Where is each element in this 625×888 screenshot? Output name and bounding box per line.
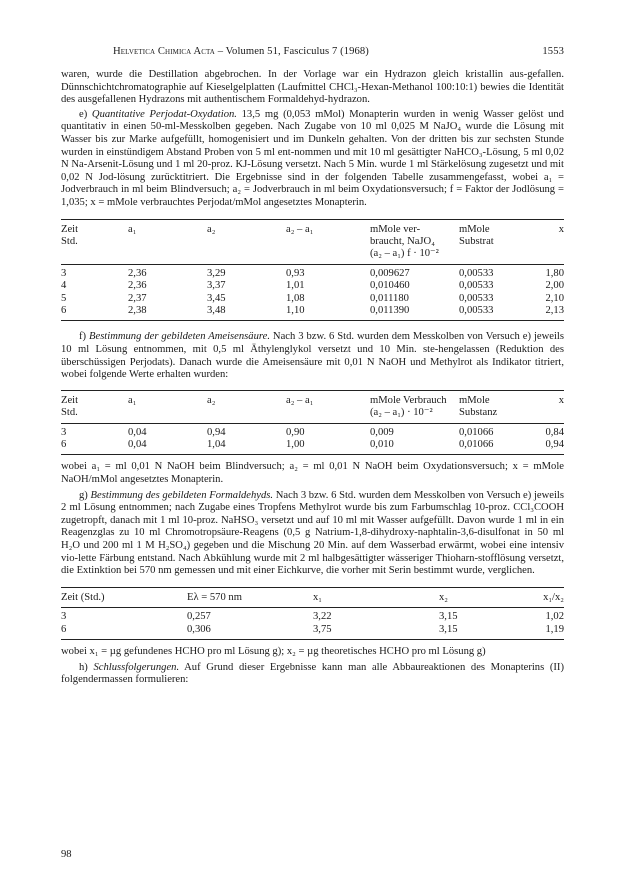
table-header-row	[61, 390, 564, 423]
table-cell: 2,13	[534, 305, 564, 321]
paragraph-h	[61, 662, 564, 687]
paragraph-legend-g: wobei x₁ = µg gefundenes HCHO pro ml Lösung g); x₂ = µg theoretisches HCHO pro ml Lösung g)	[61, 645, 486, 657]
table-periodate	[61, 219, 564, 322]
table-cell: 6	[61, 305, 128, 321]
section-label-f: f)	[79, 331, 90, 343]
section-text-g: Nach 3 bzw. 6 Std. wurden dem Messkolben von Versuch e) jeweils 2 ml Lösung entnommen; nach Zugabe eines Tropfens Methylrot wurde bis zum Farbumschlag 10-proz. CCl₃COOH zugetropft, danach mit 1 ml 10-proz. NaHSO₃ versetzt und auf 10 ml mit Wasser aufgefüllt. Davon wurde 1 ml in ein Reagenzglas zu 10 ml Chromotropsäure-Reagens (0,5 g Natrium-1,8-dihydroxy-naphtalin-3,6-disulfonat in 50 ml H₂O und 200 ml 1 M H₂SO₄) gegeben und die Mischung 20 Min. auf dem Wasserbad erwärmt, wobei eine intensiv vio-lette Färbung entstand. Nach Abkühlung wurde mit 2 ml halbgesättigter wässeriger Thioharn-stofflösung versetzt, die Extinktion bei 570 nm gemessen und mit einer Eichkurve, die vorher mit Serin bestimmt wurde, verglichen.	[61, 489, 564, 577]
table-formic-acid	[61, 390, 564, 456]
section-text-h: Auf Grund dieser Ergebnisse kann man alle Abbaureaktionen des Monapterins (II) folgendermassen formulieren:	[61, 661, 564, 686]
column-header: a₂ – a₁	[286, 390, 370, 423]
table-cell: 6	[61, 439, 128, 455]
page-footer-marker: 98	[61, 849, 72, 860]
table-cell: 3,29	[207, 264, 286, 280]
table-cell: 3,45	[207, 292, 226, 304]
header-title	[113, 46, 369, 57]
table-row	[61, 305, 564, 321]
article-body	[61, 69, 564, 687]
table-cell: 2,38	[128, 305, 207, 321]
table-row	[61, 624, 564, 640]
table-cell: 3	[61, 264, 128, 280]
table-cell: 0,04	[128, 423, 207, 439]
section-label-e: e)	[79, 108, 92, 120]
column-header: mMole ver- braucht, NaJO₄ (a₂ – a₁) f · 10⁻²	[370, 219, 459, 264]
table-cell: 1,01	[286, 280, 305, 292]
table-cell: 1,04	[207, 439, 286, 455]
table-cell: 1,80	[534, 264, 564, 280]
column-header: a₂ – a₁	[286, 219, 370, 264]
table-cell: 0,009	[370, 423, 459, 439]
column-header: mMole Substrat	[459, 219, 534, 264]
table-cell: 1,00	[286, 439, 370, 455]
section-text-f: Nach 3 bzw. 6 Std. wurden dem Messkolben von Versuch e) jeweils 10 ml Lösung entnommen, mit 0,5 ml Äthylenglykol versetzt und 10 Min. ste-hengelassen (Reduktion des überschüssigen Perjodats). Danach wurde die Ameisensäure mit 0,01 N NaOH und Methylrot als Indikator titriert, wobei folgende Werte erhalten wurden:	[61, 331, 564, 381]
column-header: x	[534, 390, 564, 423]
table-cell: 3,15	[439, 624, 529, 640]
table-cell: 3,22	[313, 608, 439, 624]
section-title-f: Bestimmung der gebildeten Ameisensäure.	[89, 331, 270, 343]
table-header	[61, 219, 564, 264]
table-cell: 3,15	[439, 608, 529, 624]
table-cell: 0,04	[128, 439, 207, 455]
table-cell: 0,84	[534, 423, 564, 439]
column-header: mMole Verbrauch (a₂ – a₁) · 10⁻²	[370, 390, 459, 423]
table-formaldehyde	[61, 587, 564, 640]
table-cell: 3	[61, 423, 128, 439]
table-cell: 2,10	[545, 292, 564, 304]
page-number: 1553	[542, 46, 564, 57]
table-body	[61, 423, 564, 455]
paragraph-f	[61, 331, 564, 381]
section-title-h: Schlussfolgerungen.	[93, 661, 180, 673]
table-cell: 0,94	[207, 423, 286, 439]
table-cell: 0,00533	[459, 264, 534, 280]
table-cell: 1,02	[529, 608, 564, 624]
paragraph-legend-f: wobei a₁ = ml 0,01 N NaOH beim Blindversuch; a₂ = ml 0,01 N NaOH beim Oxydationsversuch; x = mMole NaOH/mMol angesetztes Monapterin.	[61, 461, 564, 485]
table-cell: 0,257	[187, 608, 313, 624]
column-header: x₁	[313, 587, 439, 607]
table-header	[61, 390, 564, 423]
column-header: x	[534, 219, 564, 264]
table-cell: 1,10	[286, 305, 370, 321]
table-header-row	[61, 219, 564, 264]
table-cell: 1,19	[529, 624, 564, 640]
journal-volume: – Volumen 51, Fasciculus 7 (1968)	[214, 46, 369, 57]
table-row	[61, 280, 564, 292]
table-row	[61, 423, 564, 439]
table-cell: 3,48	[207, 305, 286, 321]
table-header	[61, 587, 564, 607]
table-cell: 0,00533	[459, 280, 494, 292]
column-header: a₁	[128, 390, 207, 423]
table-body	[61, 608, 564, 640]
table-cell: 0,00533	[459, 305, 534, 321]
paragraph-g	[61, 490, 564, 578]
table-row	[61, 264, 564, 280]
table-header-row	[61, 587, 564, 607]
column-header: a₂	[207, 219, 286, 264]
table-cell: 3	[61, 608, 187, 624]
table-cell: 0,011180	[370, 292, 409, 304]
paragraph-1: waren, wurde die Destillation abgebrochen. In der Vorlage war ein Hydrazon gleich kristallin aus-gefallen. Dünnschichtchromatographie auf Kieselgelplatten (Laufmittel CHCl₃-Hexan-Methanol 100:10:1) bewies die Identität des ausgefallenen Hydrazons mit authentischem Formaldehyd-hydrazon.	[61, 69, 564, 106]
table-cell: 0,009627	[370, 264, 459, 280]
paragraph-e	[61, 109, 564, 210]
section-title-g: Bestimmung des gebildeten Formaldehyds.	[90, 489, 274, 501]
table-cell: 3,37	[207, 280, 226, 292]
column-header: Zeit Std.	[61, 390, 128, 423]
table-cell: 6	[61, 624, 187, 640]
column-header: a₂	[207, 390, 286, 423]
table-row	[61, 608, 564, 624]
table-cell: 0,90	[286, 423, 370, 439]
table-cell: 0,010460	[370, 280, 410, 292]
table-cell: 0,00533	[459, 292, 494, 304]
table-cell: 0,306	[187, 624, 313, 640]
table-cell: 2,37	[128, 292, 147, 304]
table-body	[61, 264, 564, 321]
section-label-g: g)	[79, 489, 91, 501]
table-cell: 0,01066	[459, 439, 534, 455]
table-cell: 0,94	[534, 439, 564, 455]
column-header: Zeit Std.	[61, 219, 128, 264]
column-header: x₂	[439, 587, 529, 607]
table-cell: 0,010	[370, 439, 459, 455]
table-cell: 2,36	[128, 280, 147, 292]
section-label-h: h)	[79, 661, 94, 673]
column-header: a₁	[128, 219, 207, 264]
column-header: Zeit (Std.)	[61, 587, 187, 607]
column-header: Eλ = 570 nm	[187, 587, 313, 607]
column-header: x₁/x₂	[529, 587, 564, 607]
table-cell: 0,011390	[370, 305, 459, 321]
table-cell: 4	[61, 280, 67, 292]
section-title-e: Quantitative Perjodat-Oxydation.	[91, 108, 237, 120]
table-cell: 0,93	[286, 264, 370, 280]
table-row	[61, 439, 564, 455]
table-cell: 0,01066	[459, 423, 534, 439]
table-row	[61, 293, 564, 305]
table-cell: 2,36	[128, 264, 207, 280]
column-header: mMole Substanz	[459, 390, 534, 423]
table-cell: 3,75	[313, 624, 439, 640]
table-cell: 2,00	[545, 280, 564, 292]
journal-name: Helvetica Chimica Acta	[113, 46, 215, 57]
table-cell: 5	[61, 292, 67, 304]
section-text-e: 13,5 mg (0,053 mMol) Monapterin wurden in wenig Wasser gelöst und quantitativ in einen 50-ml-Messkolben gegeben. Nach Zugabe von 10 ml 0,025 M NaJO₄ wurde die Lösung mit Wasser bis zur Marke aufgefüllt, homogenisiert und im Dunkeln gehalten. Von der dritten bis zur sechsten Stunde wurden in einstündigem Abstand Proben von 5 ml ent-nommen und mit 10 ml gesättigter NaHCO₃-Lösung, 5 ml 0,02 N Na-Arsenit-Lösung und 1 ml 20-proz. KJ-Lösung versetzt. Nach 5 Min. wurde 1 ml Stärkelösung zugesetzt und mit 0,02 N Jod-lösung zurücktitriert. Die Ergebnisse sind in der folgenden Tabelle zusammengefasst, wobei a₁ = Jodverbrauch in ml beim Blindversuch; a₂ = Jodverbrauch in ml beim Oxydationsversuch; f = Faktor der Jodlösung = 1,035; x = mMole verbrauchtes Perjodat/mMol angesetztes Monapterin.	[61, 108, 564, 208]
table-cell: 1,08	[286, 292, 305, 304]
